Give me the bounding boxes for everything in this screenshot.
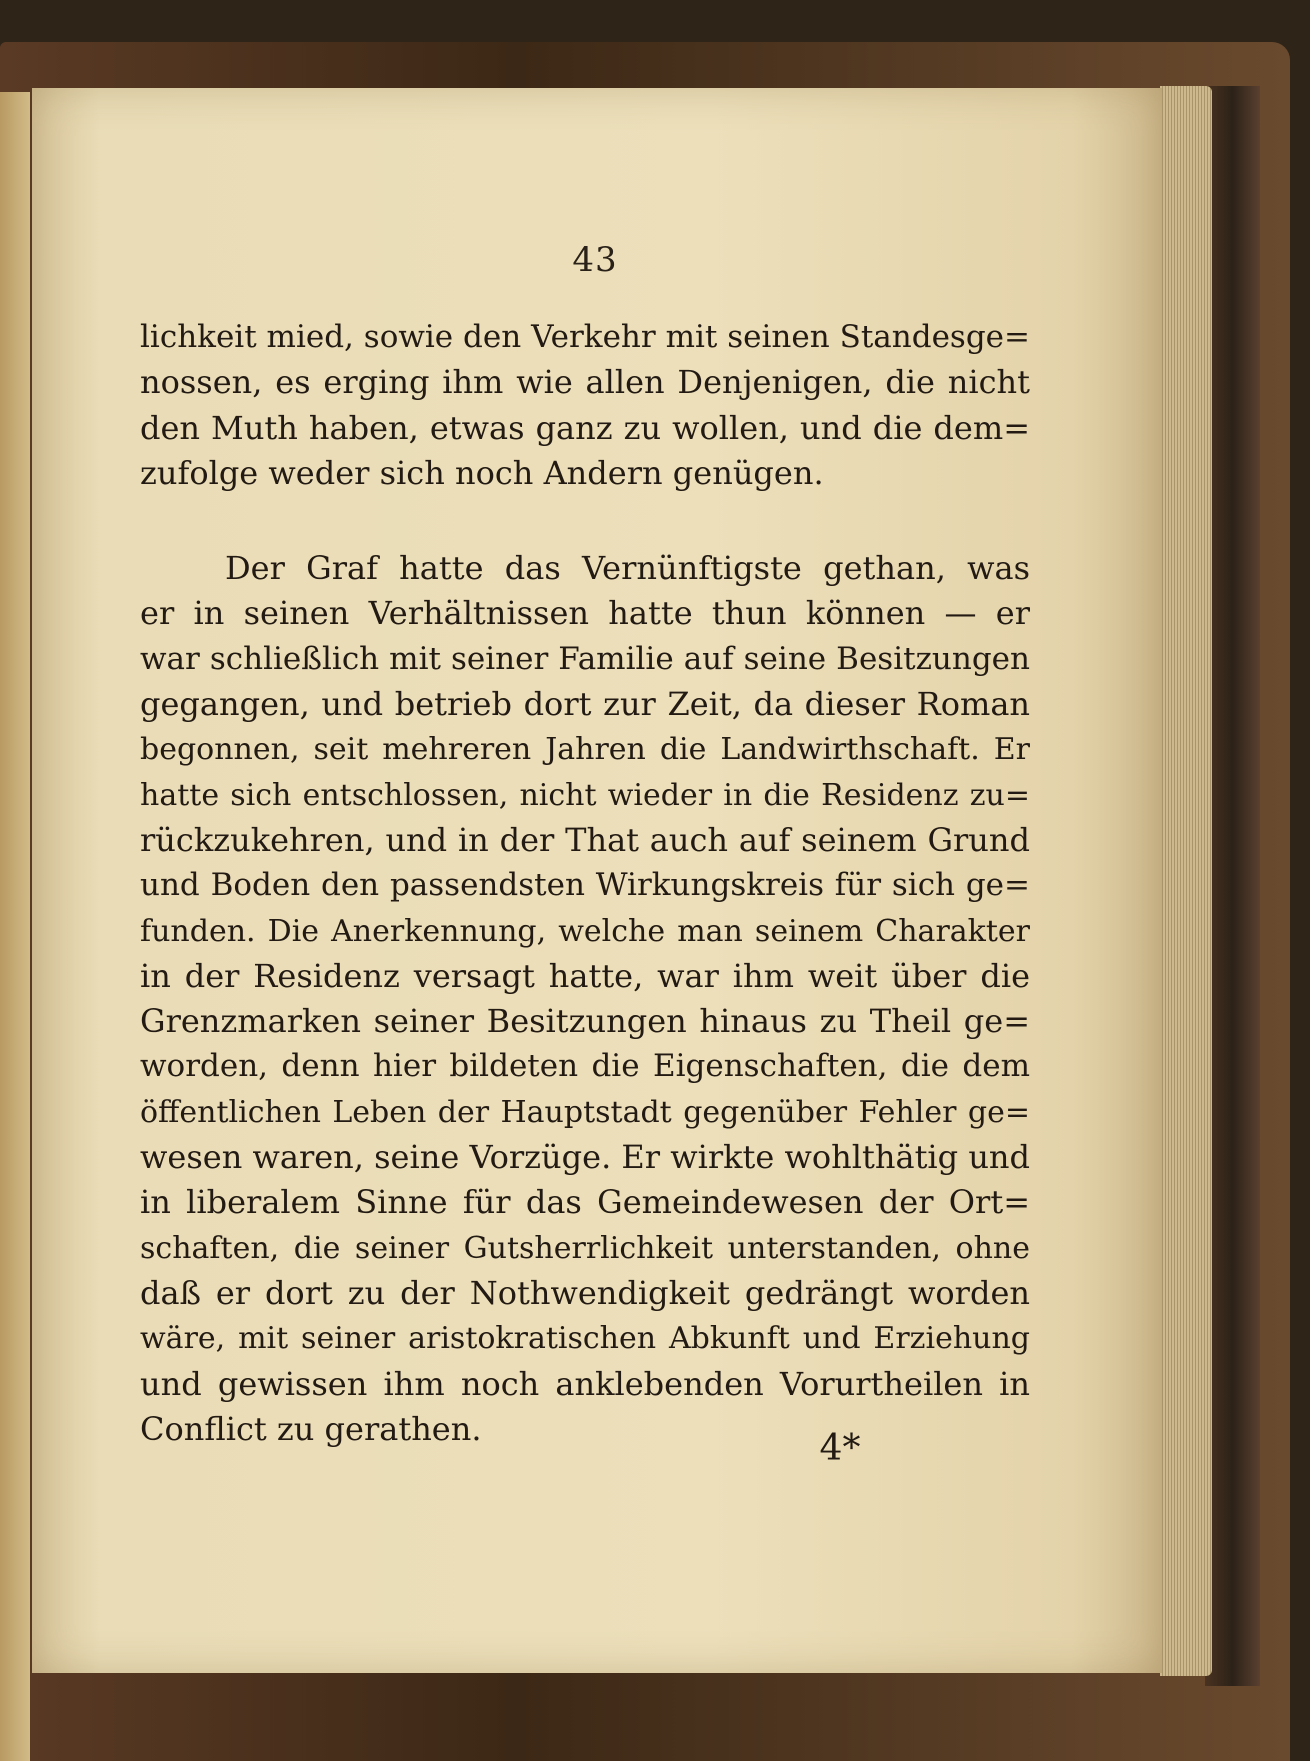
body-text xyxy=(140,315,1030,1452)
paragraph-1 xyxy=(140,315,1030,496)
paragraph-break xyxy=(140,496,1030,546)
text-line: nossen, es erging ihm wie allen Denjenigen, die nicht xyxy=(140,363,1030,402)
text-line: schaften, die seiner Gutsherrlichkeit unterstanden, ohne xyxy=(140,1230,1030,1266)
text-line: daß er dort zu der Nothwendigkeit gedrängt worden xyxy=(140,1273,1030,1312)
text-line: in liberalem Sinne für das Gemeindewesen der Ort= xyxy=(140,1183,1030,1222)
text-line: Grenzmarken seiner Besitzungen hinaus zu Theil ge= xyxy=(140,1002,1030,1041)
previous-page-edge xyxy=(0,92,30,1761)
text-line: rückzukehren, und in der That auch auf seinem Grund xyxy=(140,820,1030,859)
text-line: Der Graf hatte das Vernünftigste gethan, was xyxy=(225,549,1030,588)
text-line: Conflict zu gerathen. xyxy=(140,1409,482,1448)
text-line: funden. Die Anerkennung, welche man seinem Charakter xyxy=(140,913,1030,949)
paragraph-2 xyxy=(140,546,1030,1452)
text-line: öffentlichen Leben der Hauptstadt gegenüber Fehler ge= xyxy=(140,1094,1030,1130)
text-line: und Boden den passendsten Wirkungskreis für sich ge= xyxy=(140,867,1030,904)
text-line: den Muth haben, etwas ganz zu wollen, und die dem= xyxy=(140,408,1030,447)
text-line: lichkeit mied, sowie den Verkehr mit seinen Standesge= xyxy=(140,319,1030,355)
page-stack-edges xyxy=(1160,86,1212,1676)
text-line: und gewissen ihm noch anklebenden Vorurtheilen in xyxy=(140,1364,1030,1403)
text-line: wesen waren, seine Vorzüge. Er wirkte wohlthätig und xyxy=(140,1138,1030,1177)
page-number: 43 xyxy=(572,240,618,280)
signature-mark: 4* xyxy=(819,1428,861,1469)
text-line: gegangen, und betrieb dort zur Zeit, da dieser Roman xyxy=(140,685,1030,724)
text-line: hatte sich entschlossen, nicht wieder in die Residenz zu= xyxy=(140,777,1030,813)
text-line: begonnen, seit mehreren Jahren die Landwirthschaft. Er xyxy=(140,732,1030,768)
text-line: er in seinen Verhältnissen hatte thun können — er xyxy=(140,594,1030,633)
text-line: in der Residenz versagt hatte, war ihm weit über die xyxy=(140,956,1030,995)
text-line: worden, denn hier bildeten die Eigenschaften, die dem xyxy=(140,1048,1030,1085)
text-line: zufolge weder sich noch Andern genügen. xyxy=(140,453,824,492)
text-line: wäre, mit seiner aristokratischen Abkunft und Erziehung xyxy=(140,1321,1030,1357)
text-line: war schließlich mit seiner Familie auf seine Besitzungen xyxy=(140,640,1030,677)
book-spine-edge xyxy=(1205,86,1260,1686)
